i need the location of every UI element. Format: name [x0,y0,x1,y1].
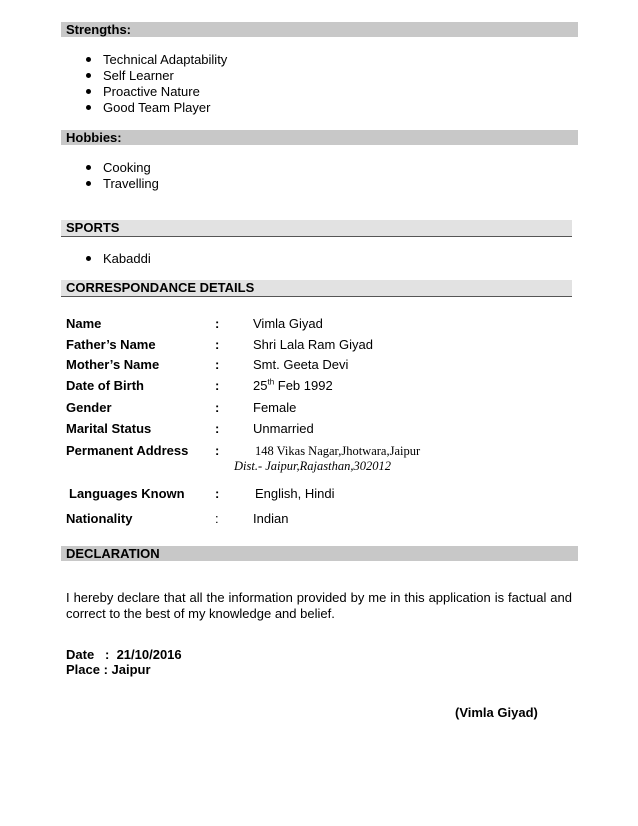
list-item: Good Team Player [86,100,227,116]
bullet-icon [86,181,91,186]
list-item: Proactive Nature [86,84,227,100]
list-item: Technical Adaptability [86,52,227,68]
detail-row-nationality: Nationality : Indian [66,511,289,526]
detail-row-dob: Date of Birth : 25th Feb 1992 [66,377,333,393]
detail-row-address: Permanent Address : 148 Vikas Nagar,Jhotwara,Jaipur [66,443,421,458]
detail-row-marital: Marital Status : Unmarried [66,421,314,436]
list-item: Kabaddi [86,251,151,267]
hobbies-list [86,160,159,192]
bullet-icon [86,57,91,62]
signature-name: (Vimla Giyad) [455,705,538,720]
list-item: Travelling [86,176,159,192]
bullet-icon [86,165,91,170]
correspondence-heading: CORRESPONDANCE DETAILS [61,280,572,297]
hobbies-heading: Hobbies: [61,130,578,145]
detail-row-mother: Mother’s Name : Smt. Geeta Devi [66,357,349,372]
sports-heading: SPORTS [61,220,572,237]
detail-row-gender: Gender : Female [66,400,297,415]
bullet-icon [86,256,91,261]
bullet-icon [86,105,91,110]
detail-row-name: Name : Vimla Giyad [66,316,323,331]
sports-list [86,251,151,267]
detail-row-father: Father’s Name : Shri Lala Ram Giyad [66,337,373,352]
date-line: Date : 21/10/2016 [66,647,182,662]
strengths-list [86,52,227,116]
bullet-icon [86,73,91,78]
strengths-heading: Strengths: [61,22,578,37]
detail-row-address-line2: Dist.- Jaipur,Rajasthan,302012 [234,459,391,473]
place-line: Place : Jaipur [66,662,151,677]
list-item: Self Learner [86,68,227,84]
list-item: Cooking [86,160,159,176]
declaration-text: I hereby declare that all the information provided by me in this application is factual and correct to the best of my knowledge and belief. [66,590,572,621]
bullet-icon [86,89,91,94]
detail-row-languages: Languages Known : English, Hindi [69,486,335,501]
declaration-heading: DECLARATION [61,546,578,561]
